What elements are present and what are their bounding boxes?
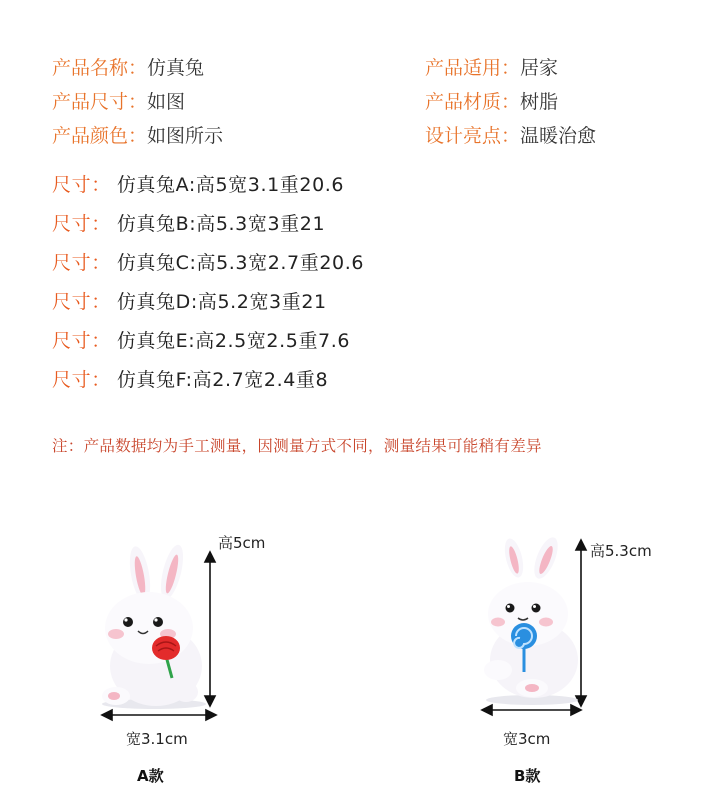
width-arrow-icon xyxy=(482,705,581,715)
spec-value: 如图所示 xyxy=(147,125,224,147)
measurement-note: 注：产品数据均为手工测量，因测量方式不同，测量结果可能稍有差异 xyxy=(52,437,542,455)
size-label: 尺寸： xyxy=(52,330,111,352)
spec-label: 产品材质： xyxy=(425,91,521,113)
product-b-height: 高5.3cm xyxy=(590,542,652,560)
size-value: 仿真兔A:高5宽3.1重20.6 xyxy=(116,174,345,196)
size-value: 仿真兔E:高2.5宽2.5重7.6 xyxy=(116,330,351,352)
spec-design-highlight xyxy=(425,124,596,148)
spec-label: 产品适用： xyxy=(425,57,521,79)
height-arrow-icon xyxy=(205,552,215,706)
size-value: 仿真兔B:高5.3宽3重21 xyxy=(116,213,326,235)
product-b-caption: B款 xyxy=(514,767,541,785)
spec-value: 居家 xyxy=(520,57,559,79)
size-value: 仿真兔D:高5.2宽3重21 xyxy=(116,291,327,313)
spec-label: 产品尺寸： xyxy=(52,91,148,113)
product-a-height: 高5cm xyxy=(218,534,266,552)
rabbit-a-illustration xyxy=(86,528,236,723)
spec-value: 仿真兔 xyxy=(147,57,205,79)
size-row-f xyxy=(52,368,328,392)
spec-value: 树脂 xyxy=(520,91,559,113)
spec-label: 产品名称： xyxy=(52,57,148,79)
spec-value: 如图 xyxy=(147,91,186,113)
product-a-width: 宽3.1cm xyxy=(126,730,188,748)
size-label: 尺寸： xyxy=(52,369,111,391)
spec-label: 设计亮点： xyxy=(425,125,521,147)
size-value: 仿真兔C:高5.3宽2.7重20.6 xyxy=(116,252,365,274)
size-row-c xyxy=(52,251,364,275)
product-b-width: 宽3cm xyxy=(503,730,551,748)
size-row-a xyxy=(52,173,344,197)
spec-value: 温暖治愈 xyxy=(520,125,597,147)
size-label: 尺寸： xyxy=(52,252,111,274)
spec-label: 产品颜色： xyxy=(52,125,148,147)
spec-product-use xyxy=(425,56,558,80)
width-arrow-icon xyxy=(102,710,216,720)
size-label: 尺寸： xyxy=(52,291,111,313)
spec-product-size xyxy=(52,90,185,114)
height-arrow-icon xyxy=(576,540,586,706)
spec-product-name xyxy=(52,56,204,80)
size-label: 尺寸： xyxy=(52,174,111,196)
product-a-caption: A款 xyxy=(137,767,164,785)
spec-product-color xyxy=(52,124,223,148)
product-a-figure xyxy=(86,528,236,723)
size-value: 仿真兔F:高2.7宽2.4重8 xyxy=(116,369,329,391)
size-row-d xyxy=(52,290,327,314)
size-row-e xyxy=(52,329,350,353)
size-label: 尺寸： xyxy=(52,213,111,235)
size-row-b xyxy=(52,212,325,236)
spec-product-material xyxy=(425,90,558,114)
